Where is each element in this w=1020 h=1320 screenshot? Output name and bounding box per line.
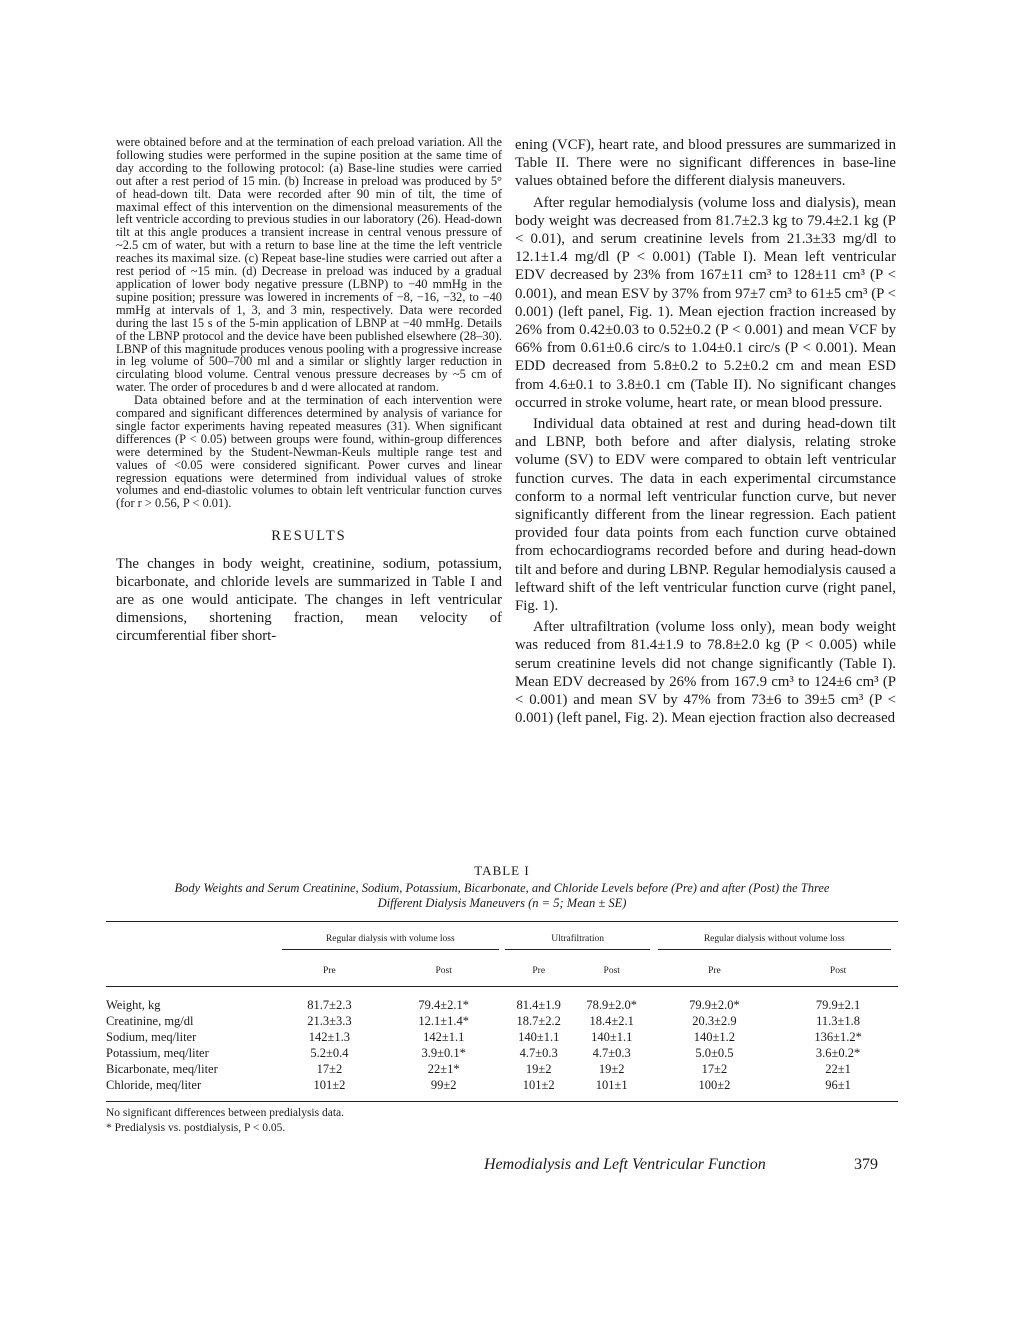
right-paragraph-1: ening (VCF), heart rate, and blood pressures are summarized in Table II. There were no significant differences in base-line values obtained before the different dialysis maneuvers. [515,137,896,190]
table-cell: 140±1.2 [693,1029,736,1044]
table-cell: 101±2 [505,1077,573,1102]
row-label: Creatinine, mg/dl [106,1013,194,1028]
table-cell: 5.0±0.5 [695,1045,734,1060]
group-header: Regular dialysis with volume loss [276,922,505,957]
table-cell: 22±1 [825,1061,851,1076]
results-heading: RESULTS [271,528,347,545]
table-cell: 5.2±0.4 [310,1045,349,1060]
table-note: * Predialysis vs. postdialysis, P < 0.05. [106,1122,286,1134]
column-header: Post [383,956,505,987]
table-row [106,987,898,1014]
table-cell: 21.3±3.3 [307,1013,352,1028]
table-cell: 18.7±2.2 [516,1013,561,1028]
row-label-header [106,922,276,957]
row-label: Bicarbonate, meq/liter [106,1061,218,1076]
table-cell: 79.4±2.1* [418,997,470,1012]
table-cell: 20.3±2.9 [692,1013,737,1028]
table-caption: Body Weights and Serum Creatinine, Sodium, Potassium, Bicarbonate, and Chloride Levels before (Pre) and after (Post) the Three Different Dialysis Maneuvers (n = 5; Mean ± SE) [174,881,830,910]
column-header: Post [778,956,898,987]
table-cell: 100±2 [651,1077,779,1102]
table-cell: 4.7±0.3 [519,1045,558,1060]
right-paragraph-2: After regular hemodialysis (volume loss and dialysis), mean body weight was decreased from 81.7±2.3 kg to 79.4±2.1 kg (P < 0.01), and serum creatinine levels from 21.3±33 mg/dl to 12.1±1.4 mg/dl (P < 0.001) (Table I). Mean left ventricular EDV decreased by 23% from 167±11 cm³ to 128±11 cm³ (P < 0.001), and mean ESV by 37% from 97±7 cm³ to 61±5 cm³ (P < 0.001) (left panel, Fig. 1). Mean ejection fraction increased by 26% from 0.42±0.03 to 0.52±0.2 (P < 0.001) and mean VCF by 66% from 0.61±0.6 circ/s to 1.04±0.1 circ/s (P < 0.001). Mean EDD decreased from 5.8±0.2 to 5.2±0.2 cm and mean ESD from 4.6±0.1 to 3.8±0.1 cm (Table II). No significant changes occurred in stroke volume, heart rate, or mean blood pressure. [515,194,896,411]
column-header: Post [573,956,651,987]
table-cell: 99±2 [383,1077,505,1102]
table-cell: 140±1.1 [518,1029,560,1044]
row-label: Potassium, meq/liter [106,1045,209,1060]
group-header: Regular dialysis without volume loss [651,922,898,957]
table-cell: 81.7±2.3 [307,997,352,1012]
table-cell: 3.9±0.1* [421,1045,466,1060]
table-cell: 79.9±2.1 [815,997,861,1012]
page-number: 379 [854,1156,878,1173]
table-cell: 101±2 [276,1077,383,1102]
table-notes [106,1106,898,1136]
results-paragraph-1: The changes in body weight, creatinine, sodium, potassium, bicarbonate, and chloride levels are summarized in Table I and are as one would anticipate. The changes in left ventricular dimensions, shortening fraction, mean velocity of circumferential fiber short- [116,556,502,645]
table-note: No significant differences between predialysis data. [106,1107,345,1119]
row-label: Weight, kg [106,997,161,1012]
column-header: Pre [505,956,573,987]
data-table [106,921,898,1102]
table-row [106,1061,898,1077]
column-header: Pre [276,956,383,987]
table-cell: 96±1 [778,1077,898,1102]
row-label: Chloride, meq/liter [106,1077,276,1102]
group-header: Ultrafiltration [505,922,651,957]
table-cell: 142±1.1 [423,1029,465,1044]
right-paragraph-3: Individual data obtained at rest and during head-down tilt and LBNP, both before and after dialysis, relating stroke volume (SV) to EDV were compared to obtain left ventricular function curves. The data in each experimental circumstance conform to a normal left ventricular function curve, but never significantly different from the linear regression. Each patient provided four data points from each function curve obtained from echocardiograms recorded before and during head-down tilt and before and during LBNP. Regular hemodialysis caused a leftward shift of the left ventricular function curve (right panel, Fig. 1). [515,416,896,615]
table-cell: 17±2 [316,1061,343,1076]
table-cell: 142±1.3 [308,1029,351,1044]
table-cell: 17±2 [701,1061,728,1076]
right-paragraph-4: After ultrafiltration (volume loss only), mean body weight was reduced from 81.4±1.9 to 78.8±2.0 kg (P < 0.005) while serum creatinine levels did not change significantly (Table I). Mean EDV decreased by 26% from 167.9 cm³ to 124±6 cm³ (P < 0.001) and mean SV by 47% from 73±6 to 39±5 cm³ (P < 0.001) (left panel, Fig. 2). Mean ejection fraction also decreased [515,619,896,727]
table-row [106,1029,898,1045]
methods-paragraph-2: Data obtained before and at the termination of each intervention were compared and significant differences determined by analysis of variance for single factor experiments having repeated measures (31). When significant differences (P < 0.05) between groups were found, within-group differences were determined by the Student-Newman-Keuls multiple range test and values of <0.05 were considered significant. Power curves and linear regression equations were determined from individual values of stroke volumes and end-diastolic volumes to obtain left ventricular function curves (for r > 0.56, P < 0.01). [116,393,502,511]
left-column [116,136,502,645]
table-cell: 12.1±1.4* [418,1013,470,1028]
table-1 [106,863,898,1136]
row-label: Sodium, meq/liter [106,1029,197,1044]
table-row [106,1013,898,1029]
table-cell: 78.9±2.0* [586,997,638,1012]
table-cell: 81.4±1.9 [516,997,561,1012]
table-row [106,1077,898,1102]
right-column [515,136,896,728]
table-title: TABLE I [474,863,530,878]
table-row [106,1045,898,1061]
table-cell: 4.7±0.3 [592,1045,631,1060]
table-cell: 11.3±1.8 [816,1013,861,1028]
table-cell: 136±1.2* [814,1029,862,1044]
table-cell: 22±1* [427,1061,460,1076]
table-cell: 101±1 [573,1077,651,1102]
table-cell: 19±2 [525,1061,552,1076]
running-title: Hemodialysis and Left Ventricular Function [484,1156,766,1173]
table-cell: 3.6±0.2* [815,1045,861,1060]
table-cell: 19±2 [598,1061,625,1076]
column-header: Pre [651,956,779,987]
table-cell: 140±1.1 [591,1029,633,1044]
table-cell: 18.4±2.1 [589,1013,634,1028]
table-cell: 79.9±2.0* [689,997,740,1012]
methods-paragraph-1: were obtained before and at the termination of each preload variation. All the following studies were performed in the supine position at the same time of day according to the following protocol: (a) Base-line studies were carried out after a rest period of 15 min. (b) Increase in preload was produced by 5° of head-down tilt. Data were recorded after 90 min of tilt, the time of maximal effect of this intervention on the dimensional measurements of the left ventricle according to previous studies in our laboratory (26). Head-down tilt at this angle produces a transient increase in central venous pressure of ~2.5 cm of water, but with a return to base line at the time the left ventricle reaches its maximal size. (c) Repeat base-line studies were carried out after a rest period of ~15 min. (d) Decrease in preload was induced by a gradual application of lower body negative pressure (LBNP) to −40 mmHg in the supine position; pressure was lowered in increments of −8, −16, −32, to −40 mmHg at intervals of 1, 3, and 3 min, respectively. Data were recorded during the last 15 s of the 5-min application of LBNP at −40 mmHg. Details of the LBNP protocol and the device have been published elsewhere (28–30). LBNP of this magnitude produces venous pooling with a progressive increase in leg volume of 500–700 ml and a similar or slightly larger reduction in circulating blood volume. Central venous pressure decreases by ~5 cm of water. The order of procedures b and d were allocated at random. [116,135,502,395]
